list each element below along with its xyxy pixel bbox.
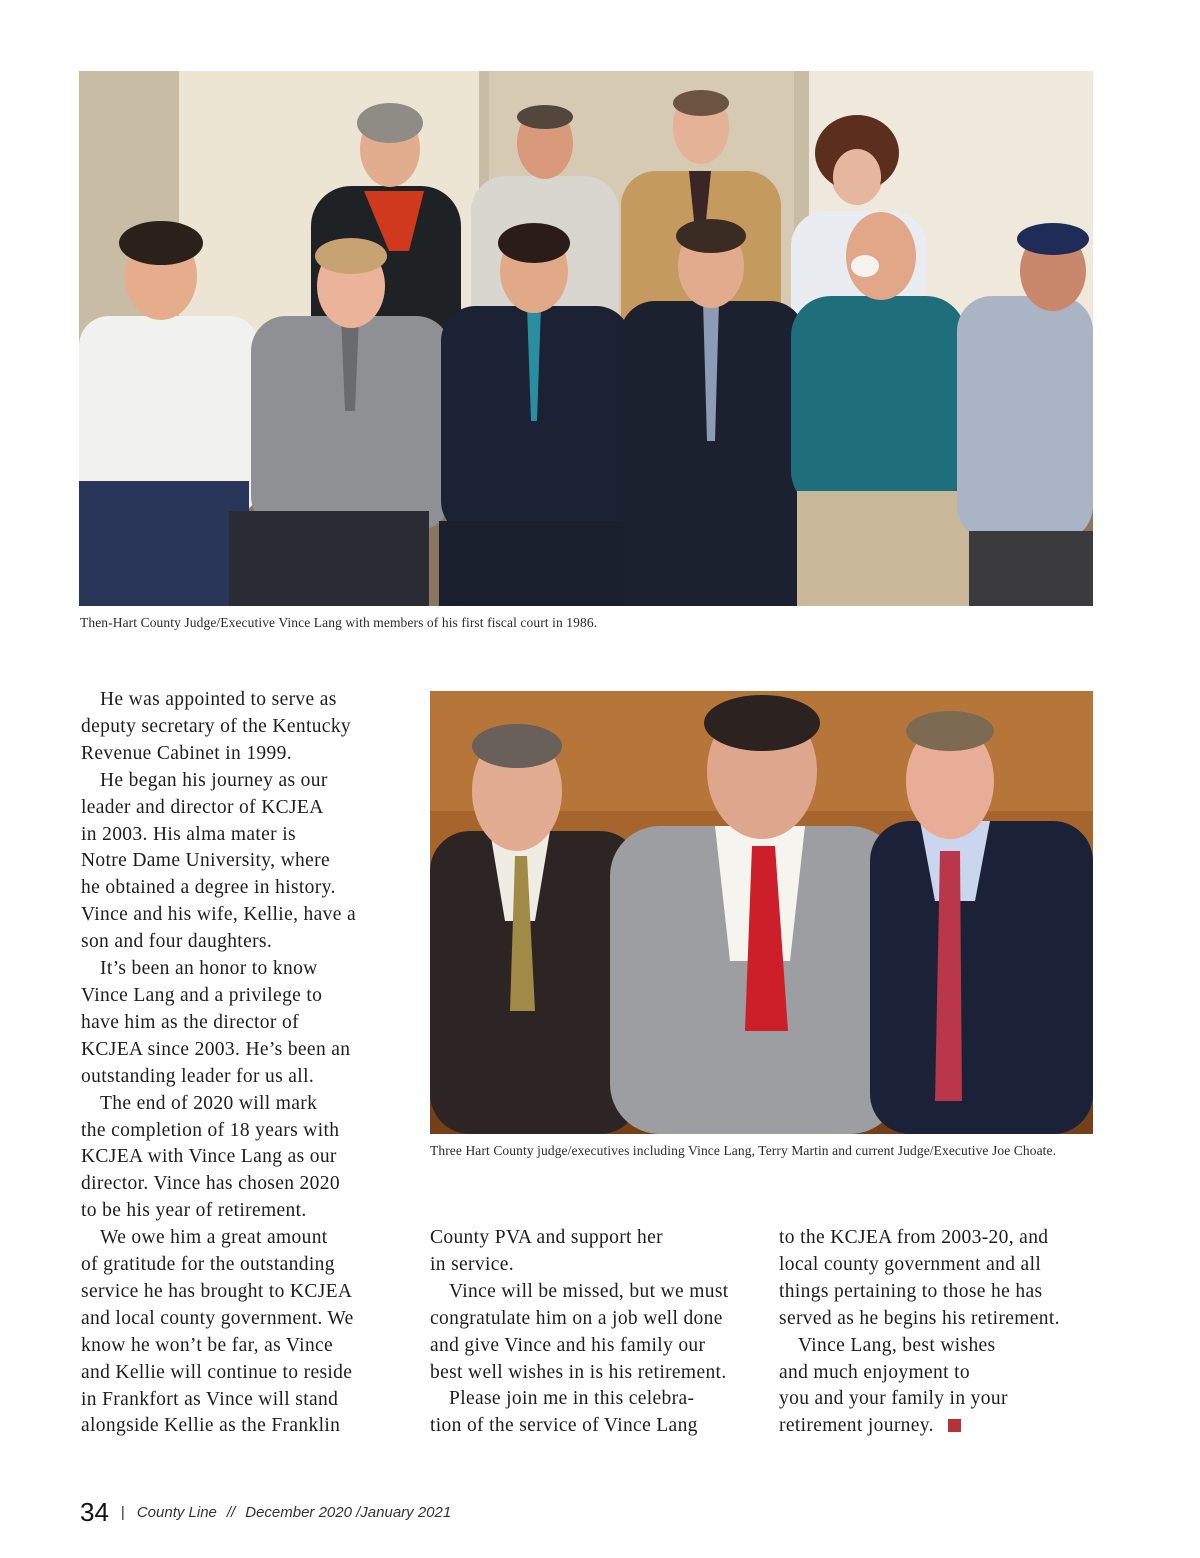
article-line: County PVA and support her — [430, 1227, 663, 1248]
article-line: director. Vince has chosen 2020 — [81, 1173, 340, 1195]
article-line: of gratitude for the outstanding — [81, 1254, 335, 1276]
publication-name: County Line — [136, 1504, 217, 1521]
article-line: in service. — [430, 1253, 514, 1275]
article-line: service he has brought to KCJEA — [81, 1280, 353, 1302]
article-line: outstanding leader for us all. — [81, 1065, 315, 1087]
article-line: Vince Lang, best wishes — [798, 1334, 996, 1356]
article-line: to be his year of retirement. — [81, 1200, 307, 1222]
article-line: leader and director of KCJEA — [81, 796, 324, 818]
article-line: KCJEA since 2003. He’s been an — [81, 1038, 351, 1060]
three-judge-executives-photo — [430, 691, 1093, 1134]
article-line: in 2003. His alma mater is — [81, 823, 296, 845]
article-line: and local county government. We — [81, 1307, 354, 1329]
article-line: Vince and his wife, Kellie, have a — [81, 904, 356, 926]
article-line: deputy secretary of the Kentucky — [81, 715, 352, 737]
article-line: to the KCJEA from 2003-20, and — [779, 1227, 1049, 1248]
article-line: best well wishes in is his retirement. — [430, 1361, 727, 1383]
photo-caption-middle: Three Hart County judge/executives including Vince Lang, Terry Martin and current Judge/Executive Joe Choate. — [430, 1143, 1057, 1158]
footer-divider: // — [226, 1504, 236, 1521]
end-of-article-mark — [948, 1419, 961, 1432]
photo-caption-top: Then-Hart County Judge/Executive Vince Lang with members of his first fiscal court in 1986. — [80, 615, 598, 630]
page-footer — [80, 1497, 451, 1533]
article-line: Revenue Cabinet in 1999. — [81, 742, 292, 764]
article-line: Please join me in this celebra- — [449, 1388, 695, 1410]
article-line: in Frankfort as Vince will stand — [81, 1388, 339, 1410]
article-line: he obtained a degree in history. — [81, 877, 336, 899]
article-line: the completion of 18 years with — [81, 1119, 340, 1141]
article-line: have him as the director of — [81, 1011, 299, 1033]
article-line: He was appointed to serve as — [100, 689, 337, 710]
article-line: Vince will be missed, but we must — [449, 1280, 729, 1302]
footer-separator: | — [120, 1504, 125, 1521]
article-line: Notre Dame University, where — [81, 850, 330, 872]
article-line: and give Vince and his family our — [430, 1334, 706, 1356]
article-line: son and four daughters. — [81, 931, 273, 953]
article-line: It’s been an honor to know — [100, 958, 318, 980]
article-column-3 — [779, 1225, 1099, 1440]
article-line: things pertaining to those he has — [779, 1280, 1043, 1302]
fiscal-court-1986-photo — [79, 71, 1093, 606]
article-column-2 — [430, 1225, 750, 1440]
issue-date: December 2020 /January 2021 — [245, 1504, 452, 1521]
article-line: and much enjoyment to — [779, 1361, 970, 1383]
article-line: We owe him a great amount — [100, 1227, 328, 1249]
article-line: you and your family in your — [779, 1388, 1008, 1410]
article-line: retirement journey. — [779, 1413, 1099, 1440]
article-line: and Kellie will continue to reside — [81, 1361, 353, 1383]
article-line: The end of 2020 will mark — [100, 1092, 318, 1114]
article-line: KCJEA with Vince Lang as our — [81, 1146, 337, 1168]
article-line: local county government and all — [779, 1253, 1042, 1275]
article-line: alongside Kellie as the Franklin — [81, 1415, 341, 1437]
article-line: Vince Lang and a privilege to — [81, 984, 323, 1006]
article-line: He began his journey as our — [100, 769, 328, 791]
article-line: served as he begins his retirement. — [779, 1307, 1060, 1329]
page-number: 34 — [80, 1497, 109, 1527]
article-line: know he won’t be far, as Vince — [81, 1334, 334, 1356]
article-line: congratulate him on a job well done — [430, 1307, 723, 1329]
article-line: tion of the service of Vince Lang — [430, 1415, 698, 1437]
article-column-1 — [81, 687, 401, 1440]
